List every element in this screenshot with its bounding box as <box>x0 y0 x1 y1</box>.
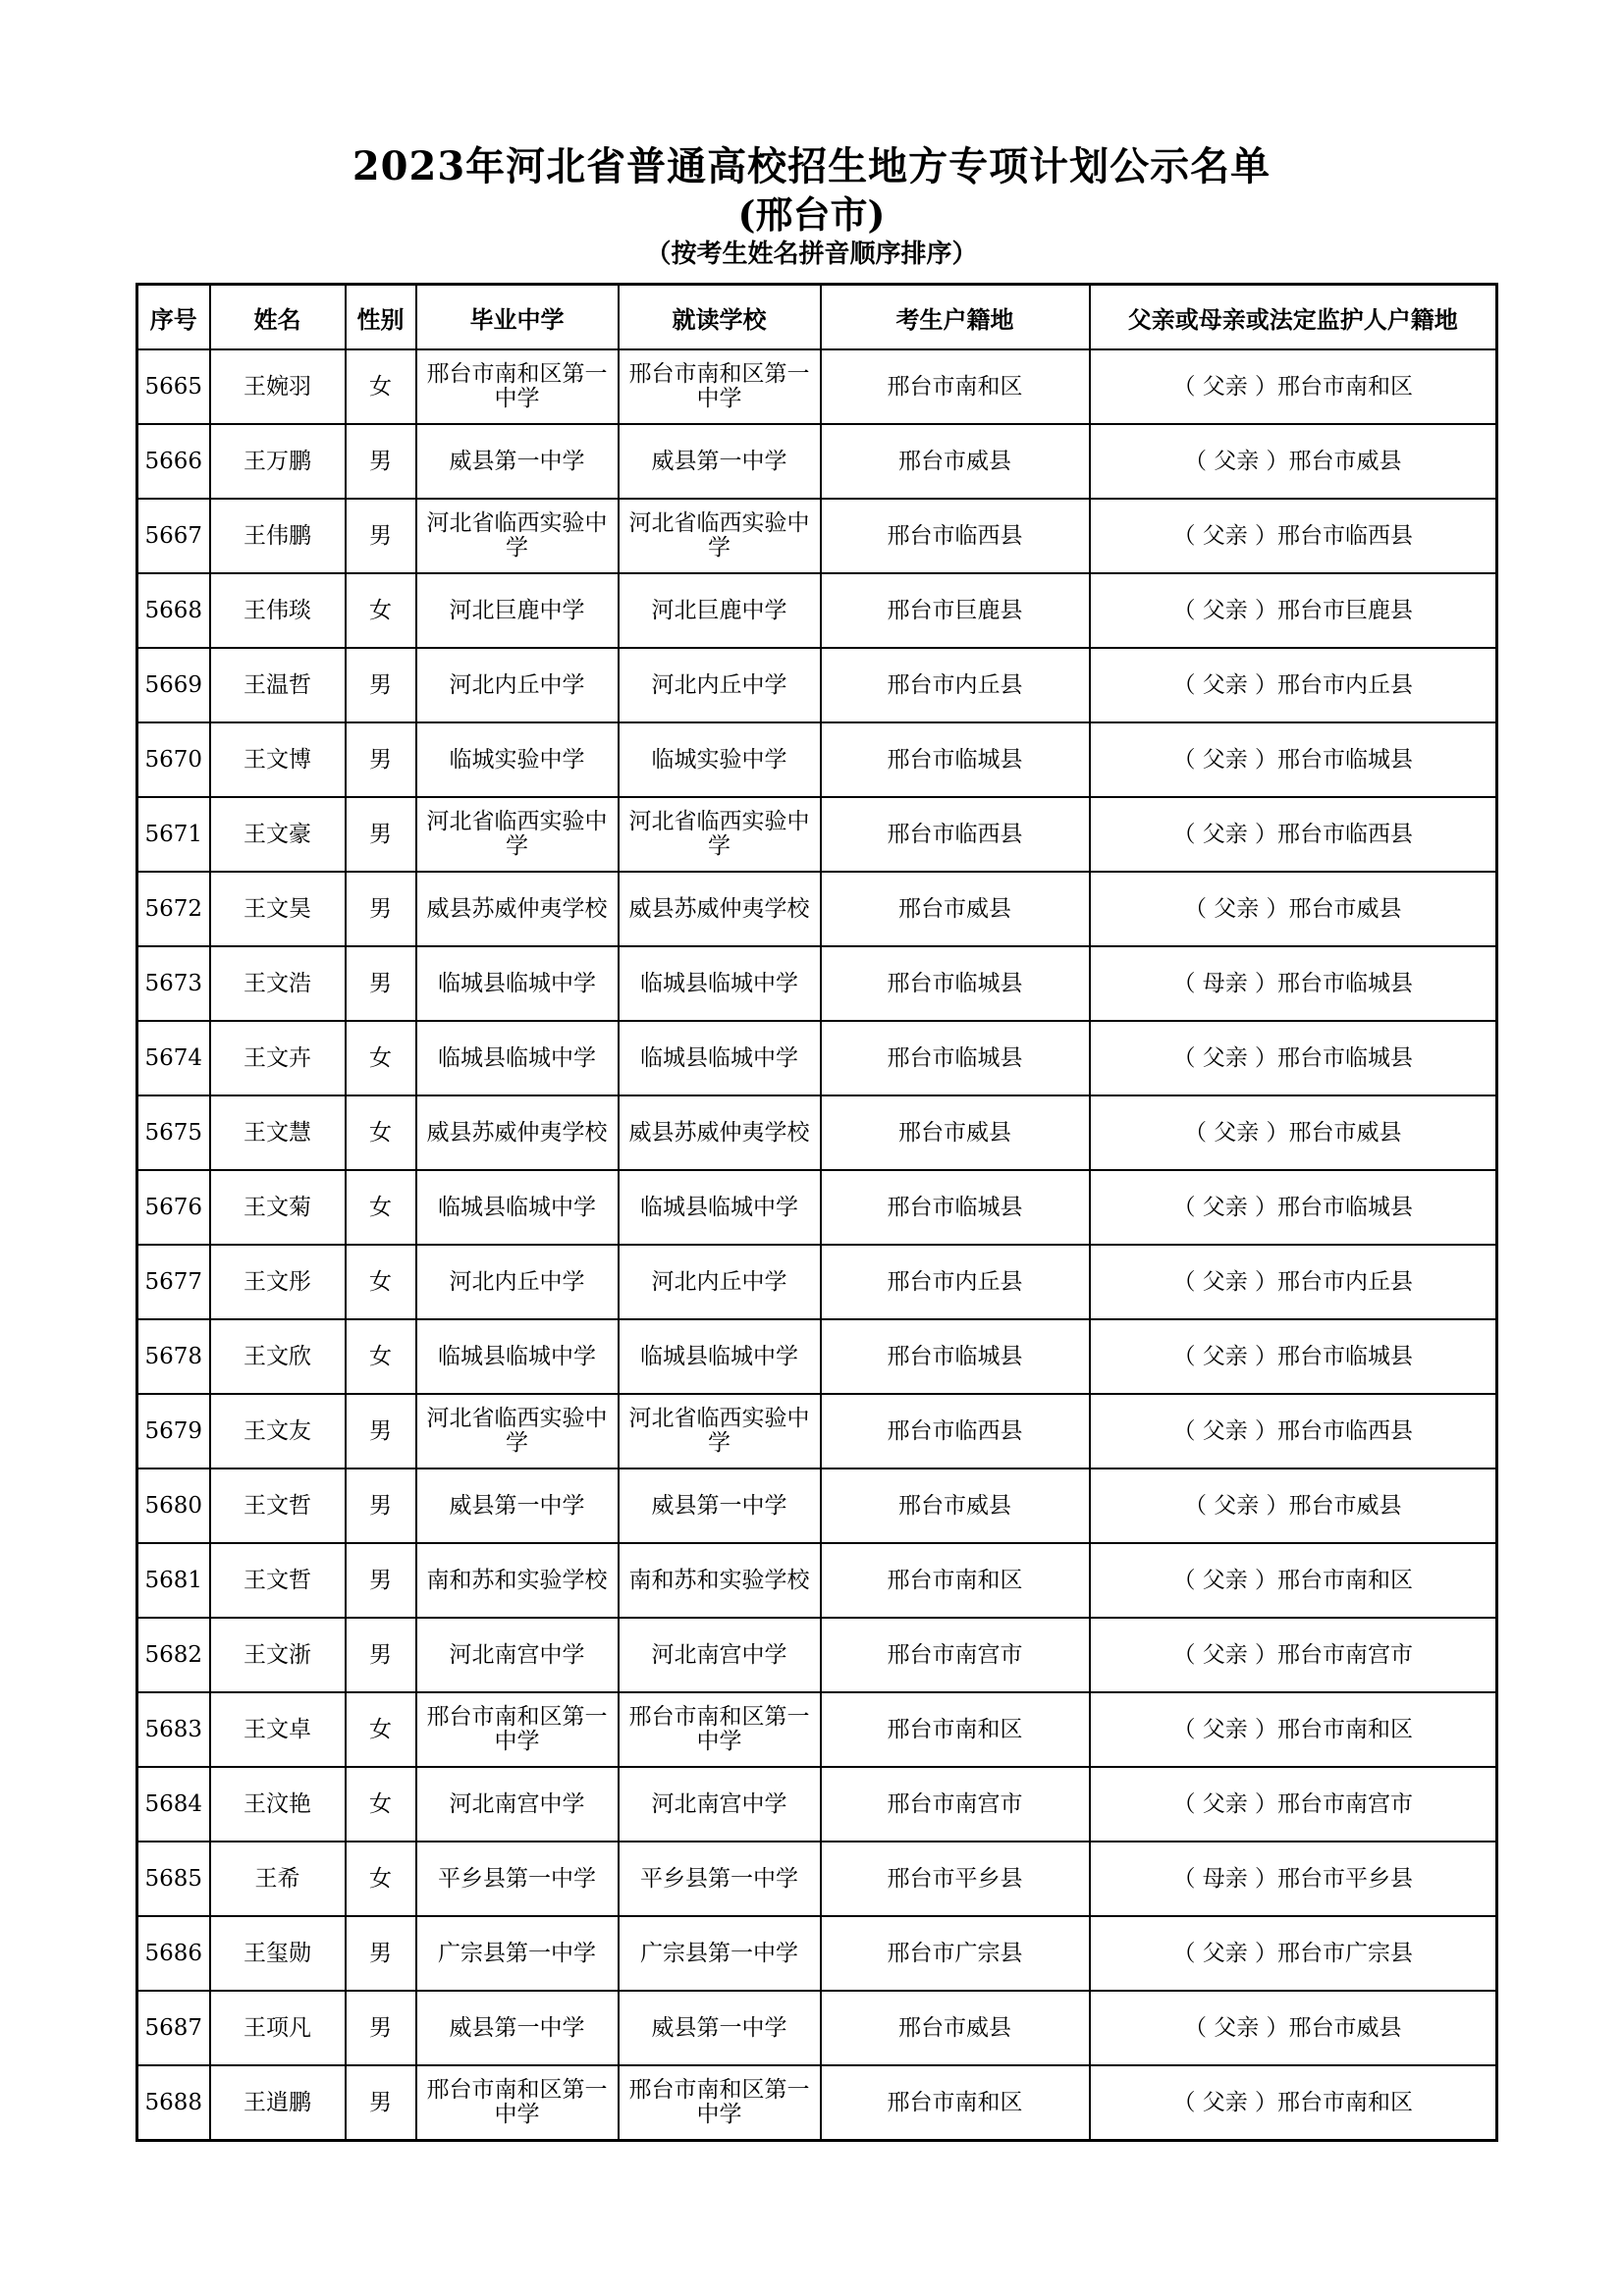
cell-col-candidate-household: 邢台市威县 <box>821 424 1090 499</box>
cell-col-guardian-household: （ 父亲 ）邢台市内丘县 <box>1090 1245 1497 1319</box>
cell-col-seq: 5674 <box>137 1021 210 1095</box>
cell-col-gender: 男 <box>346 2065 416 2141</box>
cell-col-candidate-household: 邢台市临城县 <box>821 722 1090 797</box>
table-row <box>137 1692 1497 1767</box>
cell-col-name: 王希 <box>210 1842 346 1916</box>
cell-col-graduated-school: 河北南宫中学 <box>416 1618 619 1692</box>
table-row <box>137 499 1497 573</box>
table-row <box>137 1618 1497 1692</box>
table-row <box>137 1245 1497 1319</box>
cell-col-guardian-household: （ 父亲 ）邢台市临城县 <box>1090 1319 1497 1394</box>
cell-col-name: 王项凡 <box>210 1991 346 2065</box>
cell-col-candidate-household: 邢台市南和区 <box>821 1692 1090 1767</box>
cell-col-graduated-school: 临城县临城中学 <box>416 1021 619 1095</box>
cell-col-current-school: 河北南宫中学 <box>619 1767 821 1842</box>
cell-col-candidate-household: 邢台市巨鹿县 <box>821 573 1090 648</box>
cell-col-candidate-household: 邢台市南和区 <box>821 349 1090 424</box>
cell-col-seq: 5685 <box>137 1842 210 1916</box>
cell-col-gender: 男 <box>346 1468 416 1543</box>
cell-col-seq: 5670 <box>137 722 210 797</box>
cell-col-name: 王文卉 <box>210 1021 346 1095</box>
cell-col-graduated-school: 广宗县第一中学 <box>416 1916 619 1991</box>
cell-col-guardian-household: （ 父亲 ）邢台市临西县 <box>1090 499 1497 573</box>
cell-col-candidate-household: 邢台市南和区 <box>821 2065 1090 2141</box>
cell-col-gender: 男 <box>346 722 416 797</box>
cell-col-graduated-school: 河北南宫中学 <box>416 1767 619 1842</box>
cell-col-name: 王文昊 <box>210 872 346 946</box>
cell-col-name: 王伟鹏 <box>210 499 346 573</box>
cell-col-gender: 男 <box>346 424 416 499</box>
cell-col-graduated-school: 邢台市南和区第一中学 <box>416 2065 619 2141</box>
cell-col-current-school: 临城实验中学 <box>619 722 821 797</box>
cell-col-candidate-household: 邢台市临西县 <box>821 797 1090 872</box>
cell-col-current-school: 河北巨鹿中学 <box>619 573 821 648</box>
cell-col-name: 王伟琰 <box>210 573 346 648</box>
cell-col-current-school: 临城县临城中学 <box>619 1319 821 1394</box>
cell-col-guardian-household: （ 母亲 ）邢台市平乡县 <box>1090 1842 1497 1916</box>
cell-col-gender: 男 <box>346 499 416 573</box>
table-row <box>137 1991 1497 2065</box>
cell-col-guardian-household: （ 父亲 ）邢台市临城县 <box>1090 1021 1497 1095</box>
cell-col-seq: 5665 <box>137 349 210 424</box>
cell-col-seq: 5681 <box>137 1543 210 1618</box>
header-col-candidate-household: 考生户籍地 <box>821 285 1090 350</box>
cell-col-candidate-household: 邢台市广宗县 <box>821 1916 1090 1991</box>
table-row <box>137 722 1497 797</box>
cell-col-guardian-household: （ 父亲 ）邢台市临城县 <box>1090 722 1497 797</box>
cell-col-seq: 5682 <box>137 1618 210 1692</box>
table-row <box>137 946 1497 1021</box>
cell-col-seq: 5676 <box>137 1170 210 1245</box>
cell-col-graduated-school: 河北省临西实验中学 <box>416 1394 619 1468</box>
table-row <box>137 349 1497 424</box>
cell-col-candidate-household: 邢台市威县 <box>821 1991 1090 2065</box>
cell-col-guardian-household: （ 父亲 ）邢台市威县 <box>1090 1095 1497 1170</box>
roster-table <box>135 283 1498 2142</box>
cell-col-name: 王温哲 <box>210 648 346 722</box>
cell-col-name: 王文哲 <box>210 1468 346 1543</box>
cell-col-gender: 男 <box>346 1991 416 2065</box>
cell-col-graduated-school: 邢台市南和区第一中学 <box>416 349 619 424</box>
cell-col-current-school: 临城县临城中学 <box>619 1021 821 1095</box>
cell-col-seq: 5672 <box>137 872 210 946</box>
cell-col-current-school: 南和苏和实验学校 <box>619 1543 821 1618</box>
cell-col-seq: 5684 <box>137 1767 210 1842</box>
cell-col-candidate-household: 邢台市临西县 <box>821 499 1090 573</box>
cell-col-name: 王文卓 <box>210 1692 346 1767</box>
cell-col-guardian-household: （ 父亲 ）邢台市广宗县 <box>1090 1916 1497 1991</box>
cell-col-graduated-school: 威县第一中学 <box>416 1468 619 1543</box>
cell-col-candidate-household: 邢台市临城县 <box>821 1021 1090 1095</box>
cell-col-gender: 男 <box>346 648 416 722</box>
cell-col-guardian-household: （ 父亲 ）邢台市临城县 <box>1090 1170 1497 1245</box>
cell-col-name: 王婉羽 <box>210 349 346 424</box>
cell-col-current-school: 河北省临西实验中学 <box>619 499 821 573</box>
cell-col-guardian-household: （ 父亲 ）邢台市威县 <box>1090 1991 1497 2065</box>
table-row <box>137 648 1497 722</box>
cell-col-name: 王文豪 <box>210 797 346 872</box>
cell-col-name: 王文慧 <box>210 1095 346 1170</box>
cell-col-candidate-household: 邢台市临城县 <box>821 1319 1090 1394</box>
cell-col-guardian-household: （ 父亲 ）邢台市威县 <box>1090 424 1497 499</box>
table-row <box>137 1842 1497 1916</box>
cell-col-gender: 女 <box>346 1021 416 1095</box>
table-row <box>137 797 1497 872</box>
cell-col-seq: 5668 <box>137 573 210 648</box>
cell-col-graduated-school: 威县苏威仲夷学校 <box>416 1095 619 1170</box>
cell-col-candidate-household: 邢台市平乡县 <box>821 1842 1090 1916</box>
cell-col-gender: 女 <box>346 1767 416 1842</box>
cell-col-name: 王文友 <box>210 1394 346 1468</box>
cell-col-name: 王逍鹏 <box>210 2065 346 2141</box>
cell-col-seq: 5683 <box>137 1692 210 1767</box>
cell-col-current-school: 威县第一中学 <box>619 424 821 499</box>
header-col-gender: 性别 <box>346 285 416 350</box>
cell-col-seq: 5687 <box>137 1991 210 2065</box>
cell-col-current-school: 河北省临西实验中学 <box>619 1394 821 1468</box>
cell-col-name: 王文欣 <box>210 1319 346 1394</box>
cell-col-graduated-school: 平乡县第一中学 <box>416 1842 619 1916</box>
cell-col-name: 王文浩 <box>210 946 346 1021</box>
header-row <box>137 285 1497 350</box>
cell-col-graduated-school: 河北省临西实验中学 <box>416 499 619 573</box>
cell-col-gender: 男 <box>346 1543 416 1618</box>
cell-col-name: 王文菊 <box>210 1170 346 1245</box>
cell-col-gender: 男 <box>346 872 416 946</box>
cell-col-graduated-school: 威县苏威仲夷学校 <box>416 872 619 946</box>
cell-col-current-school: 河北南宫中学 <box>619 1618 821 1692</box>
table-body <box>137 349 1497 2141</box>
cell-col-guardian-household: （ 父亲 ）邢台市南和区 <box>1090 1543 1497 1618</box>
cell-col-guardian-household: （ 母亲 ）邢台市临城县 <box>1090 946 1497 1021</box>
cell-col-candidate-household: 邢台市内丘县 <box>821 648 1090 722</box>
cell-col-name: 王汶艳 <box>210 1767 346 1842</box>
table-row <box>137 424 1497 499</box>
cell-col-current-school: 河北省临西实验中学 <box>619 797 821 872</box>
cell-col-graduated-school: 河北内丘中学 <box>416 1245 619 1319</box>
table-row <box>137 1095 1497 1170</box>
cell-col-seq: 5688 <box>137 2065 210 2141</box>
cell-col-guardian-household: （ 父亲 ）邢台市内丘县 <box>1090 648 1497 722</box>
cell-col-candidate-household: 邢台市南宫市 <box>821 1618 1090 1692</box>
cell-col-gender: 女 <box>346 573 416 648</box>
cell-col-gender: 男 <box>346 1394 416 1468</box>
cell-col-name: 王文博 <box>210 722 346 797</box>
cell-col-seq: 5675 <box>137 1095 210 1170</box>
cell-col-current-school: 临城县临城中学 <box>619 946 821 1021</box>
cell-col-current-school: 邢台市南和区第一中学 <box>619 349 821 424</box>
cell-col-current-school: 临城县临城中学 <box>619 1170 821 1245</box>
cell-col-candidate-household: 邢台市南宫市 <box>821 1767 1090 1842</box>
document-subtitle: (邢台市) <box>737 192 886 237</box>
cell-col-seq: 5677 <box>137 1245 210 1319</box>
cell-col-current-school: 邢台市南和区第一中学 <box>619 1692 821 1767</box>
header-col-guardian-household: 父亲或母亲或法定监护人户籍地 <box>1090 285 1497 350</box>
cell-col-guardian-household: （ 父亲 ）邢台市巨鹿县 <box>1090 573 1497 648</box>
table-row <box>137 1468 1497 1543</box>
table-row <box>137 1394 1497 1468</box>
table-row <box>137 1767 1497 1842</box>
cell-col-gender: 女 <box>346 349 416 424</box>
cell-col-candidate-household: 邢台市临城县 <box>821 1170 1090 1245</box>
cell-col-name: 王文彤 <box>210 1245 346 1319</box>
cell-col-candidate-household: 邢台市威县 <box>821 1468 1090 1543</box>
cell-col-current-school: 平乡县第一中学 <box>619 1842 821 1916</box>
cell-col-guardian-household: （ 父亲 ）邢台市临西县 <box>1090 1394 1497 1468</box>
cell-col-gender: 女 <box>346 1692 416 1767</box>
cell-col-current-school: 河北内丘中学 <box>619 1245 821 1319</box>
cell-col-seq: 5669 <box>137 648 210 722</box>
cell-col-seq: 5686 <box>137 1916 210 1991</box>
cell-col-graduated-school: 临城县临城中学 <box>416 946 619 1021</box>
cell-col-gender: 女 <box>346 1319 416 1394</box>
header-col-current-school: 就读学校 <box>619 285 821 350</box>
cell-col-guardian-household: （ 父亲 ）邢台市南宫市 <box>1090 1618 1497 1692</box>
cell-col-current-school: 威县苏威仲夷学校 <box>619 1095 821 1170</box>
cell-col-seq: 5680 <box>137 1468 210 1543</box>
cell-col-current-school: 威县第一中学 <box>619 1991 821 2065</box>
cell-col-seq: 5673 <box>137 946 210 1021</box>
cell-col-candidate-household: 邢台市威县 <box>821 872 1090 946</box>
cell-col-graduated-school: 河北巨鹿中学 <box>416 573 619 648</box>
header-col-seq: 序号 <box>137 285 210 350</box>
cell-col-graduated-school: 临城县临城中学 <box>416 1319 619 1394</box>
header-col-name: 姓名 <box>210 285 346 350</box>
cell-col-graduated-school: 临城实验中学 <box>416 722 619 797</box>
cell-col-gender: 男 <box>346 1618 416 1692</box>
cell-col-guardian-household: （ 父亲 ）邢台市南宫市 <box>1090 1767 1497 1842</box>
cell-col-graduated-school: 临城县临城中学 <box>416 1170 619 1245</box>
cell-col-gender: 女 <box>346 1095 416 1170</box>
table-row <box>137 573 1497 648</box>
cell-col-candidate-household: 邢台市内丘县 <box>821 1245 1090 1319</box>
cell-col-seq: 5679 <box>137 1394 210 1468</box>
cell-col-current-school: 威县第一中学 <box>619 1468 821 1543</box>
cell-col-gender: 女 <box>346 1245 416 1319</box>
cell-col-gender: 男 <box>346 946 416 1021</box>
cell-col-name: 王文浙 <box>210 1618 346 1692</box>
cell-col-seq: 5667 <box>137 499 210 573</box>
cell-col-current-school: 威县苏威仲夷学校 <box>619 872 821 946</box>
cell-col-graduated-school: 河北省临西实验中学 <box>416 797 619 872</box>
cell-col-current-school: 河北内丘中学 <box>619 648 821 722</box>
cell-col-candidate-household: 邢台市临城县 <box>821 946 1090 1021</box>
cell-col-current-school: 邢台市南和区第一中学 <box>619 2065 821 2141</box>
cell-col-guardian-household: （ 父亲 ）邢台市南和区 <box>1090 349 1497 424</box>
cell-col-current-school: 广宗县第一中学 <box>619 1916 821 1991</box>
cell-col-name: 王玺勋 <box>210 1916 346 1991</box>
cell-col-seq: 5671 <box>137 797 210 872</box>
table-row <box>137 1916 1497 1991</box>
cell-col-guardian-household: （ 父亲 ）邢台市南和区 <box>1090 2065 1497 2141</box>
cell-col-graduated-school: 威县第一中学 <box>416 1991 619 2065</box>
cell-col-guardian-household: （ 父亲 ）邢台市威县 <box>1090 1468 1497 1543</box>
cell-col-gender: 男 <box>346 1916 416 1991</box>
cell-col-gender: 女 <box>346 1170 416 1245</box>
cell-col-guardian-household: （ 父亲 ）邢台市南和区 <box>1090 1692 1497 1767</box>
table-row <box>137 1170 1497 1245</box>
cell-col-guardian-household: （ 父亲 ）邢台市威县 <box>1090 872 1497 946</box>
table-row <box>137 872 1497 946</box>
document-title: 2023年河北省普通高校招生地方专项计划公示名单 <box>352 143 1271 189</box>
cell-col-graduated-school: 威县第一中学 <box>416 424 619 499</box>
cell-col-graduated-school: 南和苏和实验学校 <box>416 1543 619 1618</box>
cell-col-seq: 5678 <box>137 1319 210 1394</box>
table-row <box>137 1021 1497 1095</box>
cell-col-graduated-school: 河北内丘中学 <box>416 648 619 722</box>
cell-col-name: 王文哲 <box>210 1543 346 1618</box>
sort-note: （按考生姓名拼音顺序排序） <box>645 240 978 269</box>
cell-col-candidate-household: 邢台市临西县 <box>821 1394 1090 1468</box>
cell-col-gender: 女 <box>346 1842 416 1916</box>
table-header <box>137 285 1497 350</box>
header-col-graduated-school: 毕业中学 <box>416 285 619 350</box>
table-row <box>137 2065 1497 2141</box>
cell-col-candidate-household: 邢台市南和区 <box>821 1543 1090 1618</box>
cell-col-name: 王万鹏 <box>210 424 346 499</box>
cell-col-guardian-household: （ 父亲 ）邢台市临西县 <box>1090 797 1497 872</box>
cell-col-gender: 男 <box>346 797 416 872</box>
cell-col-seq: 5666 <box>137 424 210 499</box>
table-row <box>137 1319 1497 1394</box>
cell-col-candidate-household: 邢台市威县 <box>821 1095 1090 1170</box>
table-row <box>137 1543 1497 1618</box>
cell-col-graduated-school: 邢台市南和区第一中学 <box>416 1692 619 1767</box>
